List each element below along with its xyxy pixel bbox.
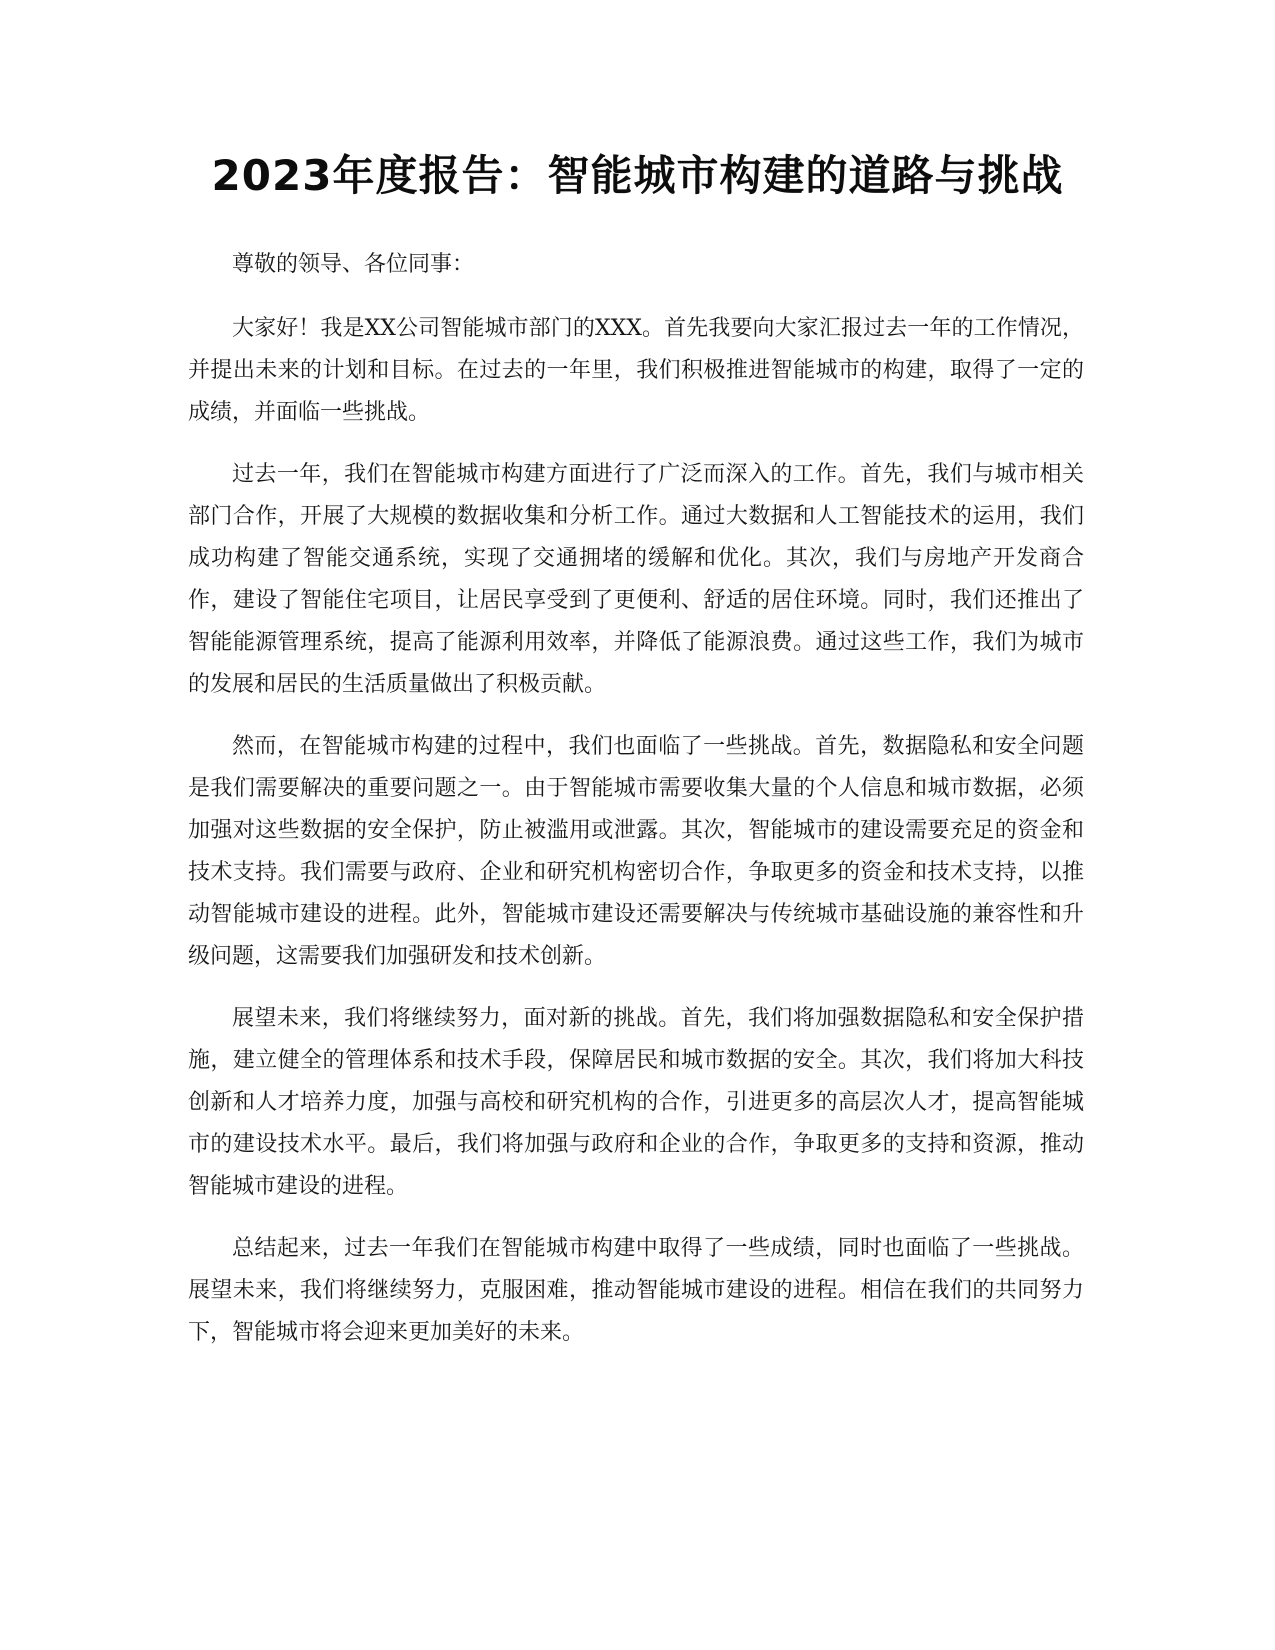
paragraph-intro: 大家好！我是XX公司智能城市部门的XXX。首先我要向大家汇报过去一年的工作情况，并提出未来的计划和目标。在过去的一年里，我们积极推进智能城市的构建，取得了一定的成绩，并面临一些挑战。	[188, 316, 1084, 425]
paragraph-outlook: 展望未来，我们将继续努力，面对新的挑战。首先，我们将加强数据隐私和安全保护措施，建立健全的管理体系和技术手段，保障居民和城市数据的安全。其次，我们将加大科技创新和人才培养力度，加强与高校和研究机构的合作，引进更多的高层次人才，提高智能城市的建设技术水平。最后，我们将加强与政府和企业的合作，争取更多的支持和资源，推动智能城市建设的进程。	[188, 1006, 1084, 1199]
paragraph-achievements: 过去一年，我们在智能城市构建方面进行了广泛而深入的工作。首先，我们与城市相关部门合作，开展了大规模的数据收集和分析工作。通过大数据和人工智能技术的运用，我们成功构建了智能交通系统，实现了交通拥堵的缓解和优化。其次，我们与房地产开发商合作，建设了智能住宅项目，让居民享受到了更便利、舒适的居住环境。同时，我们还推出了智能能源管理系统，提高了能源利用效率，并降低了能源浪费。通过这些工作，我们为城市的发展和居民的生活质量做出了积极贡献。	[188, 462, 1084, 697]
document-title: 2023年度报告：智能城市构建的道路与挑战	[211, 151, 1064, 200]
paragraph-challenges: 然而，在智能城市构建的过程中，我们也面临了一些挑战。首先，数据隐私和安全问题是我们需要解决的重要问题之一。由于智能城市需要收集大量的个人信息和城市数据，必须加强对这些数据的安全保护，防止被滥用或泄露。其次，智能城市的建设需要充足的资金和技术支持。我们需要与政府、企业和研究机构密切合作，争取更多的资金和技术支持，以推动智能城市建设的进程。此外，智能城市建设还需要解决与传统城市基础设施的兼容性和升级问题，这需要我们加强研发和技术创新。	[188, 734, 1084, 969]
paragraph-summary: 总结起来，过去一年我们在智能城市构建中取得了一些成绩，同时也面临了一些挑战。展望未来，我们将继续努力，克服困难，推动智能城市建设的进程。相信在我们的共同努力下，智能城市将会迎来更加美好的未来。	[188, 1236, 1084, 1345]
document-body	[188, 244, 1084, 1374]
salutation: 尊敬的领导、各位同事：	[232, 252, 475, 277]
